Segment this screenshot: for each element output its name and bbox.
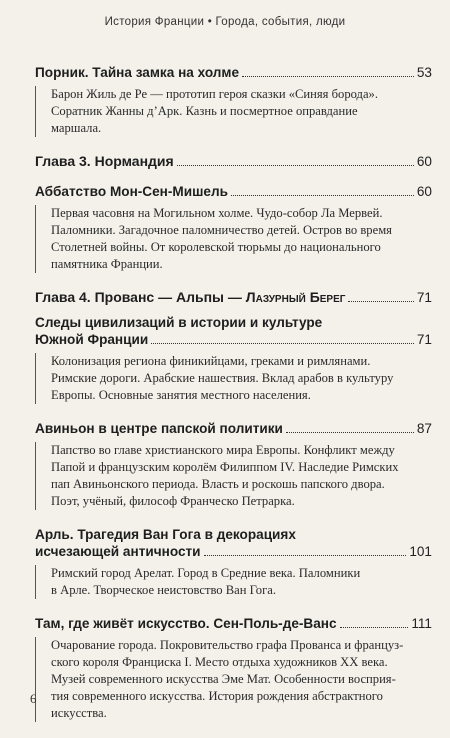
toc-entry-heading: [35, 183, 432, 200]
dot-leader: [242, 76, 414, 77]
toc-entry-description: [35, 442, 432, 510]
toc-entry-title: Авиньон в центре папской политики: [35, 421, 283, 436]
page-folio: 6: [30, 691, 37, 706]
toc-entry-description: [35, 353, 432, 404]
chapter-heading: [35, 153, 432, 170]
description-line: искусства.: [51, 706, 107, 720]
dot-leader: [204, 555, 407, 556]
dot-leader: [286, 432, 414, 433]
dot-leader: [177, 165, 414, 166]
dot-leader: [348, 301, 413, 302]
toc-entry-description: [35, 565, 432, 599]
description-line: Колонизация региона финикийцами, греками и римлянами.: [51, 354, 371, 368]
description-line: Соратник Жанны д’Арк. Казнь и посмертное оправдание: [51, 104, 358, 118]
description-line: в Арле. Творческое неистовство Ван Гога.: [51, 583, 277, 597]
description-line: Паломники. Загадочное паломничество детей. Остров во время: [51, 223, 392, 237]
page-number: 111: [411, 616, 432, 631]
description-line: Папой и французским королём Филиппом IV. Наследие Римских: [51, 460, 399, 474]
dot-leader: [151, 343, 414, 344]
description-line: Европы. Основные занятия местного населения.: [51, 388, 311, 402]
page-number: 53: [416, 65, 432, 80]
description-line: Римский город Арелат. Город в Средние века. Паломники: [51, 566, 361, 580]
dot-leader: [231, 195, 414, 196]
toc-entry-title-line: Следы цивилизаций в истории и культуре: [35, 315, 323, 330]
description-line: пап Авиньонского периода. Власть и роскошь папского двора.: [51, 477, 385, 491]
description-line: маршала.: [51, 121, 102, 135]
toc-entry-title: Аббатство Мон-Сен-Мишель: [35, 184, 228, 199]
toc-entry-heading: [35, 615, 432, 632]
toc-entry: [35, 183, 432, 273]
description-line: Музей современного искусства Эме Мат. Особенности восприя-: [51, 672, 396, 686]
toc-entry-title-line: Арль. Трагедия Ван Гога в декорациях: [35, 527, 296, 542]
toc-entry: [35, 615, 432, 722]
page-number: 71: [416, 332, 432, 347]
description-line: Очарование города. Покровительство графа Прованса и француз-: [51, 638, 404, 652]
description-line: памятника Франции.: [51, 257, 163, 271]
toc-entry: [35, 314, 432, 404]
toc-entry-description: [35, 205, 432, 273]
toc-entry-description: [35, 637, 432, 722]
chapter-title: Глава 4. Прованс — Альпы — Лазурный Берег: [35, 289, 346, 305]
running-header: История Франции • Города, события, люди: [104, 16, 346, 28]
toc-entry-title-line: Южной Франции: [35, 332, 149, 347]
description-line: ского короля Франциска I. Место отдыха художников XX века.: [51, 655, 388, 669]
toc-entry-title: Там, где живёт искусство. Сен-Поль-де-Ванс: [35, 616, 337, 631]
toc-entry-title-line: исчезающей античности: [35, 544, 201, 559]
toc-entry-heading: [35, 64, 432, 81]
dot-leader: [340, 627, 409, 628]
toc-entry-heading: [35, 543, 432, 560]
description-line: Барон Жиль де Ре — прототип героя сказки «Синяя борода».: [51, 87, 378, 101]
chapter-heading: [35, 289, 432, 306]
table-of-contents: [35, 64, 432, 738]
description-line: тия современного искусства. История рождения абстрактного: [51, 689, 383, 703]
page-number: 87: [416, 421, 432, 436]
description-line: Столетней войны. От королевской тюрьмы до национального: [51, 240, 381, 254]
toc-entry-title: Порник. Тайна замка на холме: [35, 65, 240, 80]
toc-entry: [35, 526, 432, 599]
page-number: 101: [409, 544, 432, 559]
toc-entry: [35, 64, 432, 137]
page-number: 60: [416, 154, 432, 169]
page-number: 71: [416, 290, 432, 305]
description-line: Первая часовня на Могильном холме. Чудо-собор Ла Мервей.: [51, 206, 383, 220]
toc-entry-heading: [35, 331, 432, 348]
description-line: Римские дороги. Арабские нашествия. Вклад арабов в культуру: [51, 371, 394, 385]
page-number: 60: [416, 184, 432, 199]
description-line: Папство во главе христианского мира Европы. Конфликт между: [51, 443, 395, 457]
description-line: Поэт, учёный, философ Франческо Петрарка.: [51, 494, 295, 508]
chapter-title: Глава 3. Нормандия: [35, 153, 174, 169]
toc-entry-heading: [35, 420, 432, 437]
toc-entry-description: [35, 86, 432, 137]
toc-entry: [35, 420, 432, 510]
